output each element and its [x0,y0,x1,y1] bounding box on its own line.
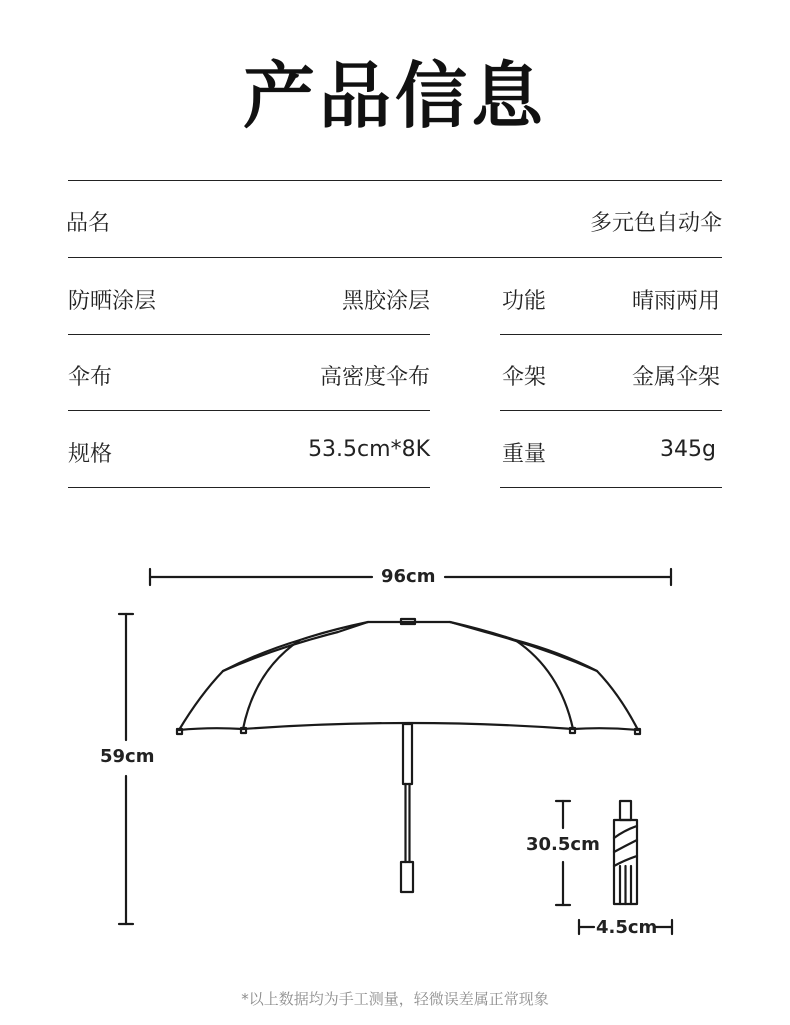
spec-right-value: 金属伞架 [631,365,720,390]
product-name-label: 品名 [66,211,111,236]
spec-right-value: 345g [660,437,716,462]
spec-right-value: 晴雨两用 [631,289,720,314]
folded-length-label: 30.5cm [526,834,600,855]
umbrella-shaft [401,724,413,892]
product-name-value: 多元色自动伞 [589,211,722,236]
folded-umbrella [614,801,637,904]
spec-left-value: 53.5cm*8K [308,437,430,462]
spec-left-value: 高密度伞布 [319,365,430,390]
page-title: 产品信息 [242,54,547,138]
spec-left-label: 防晒涂层 [68,289,157,314]
spec-right-label: 重量 [502,442,547,467]
spec-left-label: 规格 [68,442,113,467]
umbrella-canopy [177,619,640,734]
open-height-label: 59cm [100,746,155,767]
spec-right-label: 伞架 [502,365,547,390]
spec-left-value: 黑胶涂层 [341,289,430,314]
spec-right-label: 功能 [502,289,547,314]
measurement-footnote: *以上数据均为手工测量，轻微误差属正常现象 [241,990,549,1008]
umbrella-handle [401,862,413,892]
folded-width-label: 4.5cm [596,917,658,938]
open-width-label: 96cm [381,566,436,587]
spec-left-label: 伞布 [68,365,113,390]
